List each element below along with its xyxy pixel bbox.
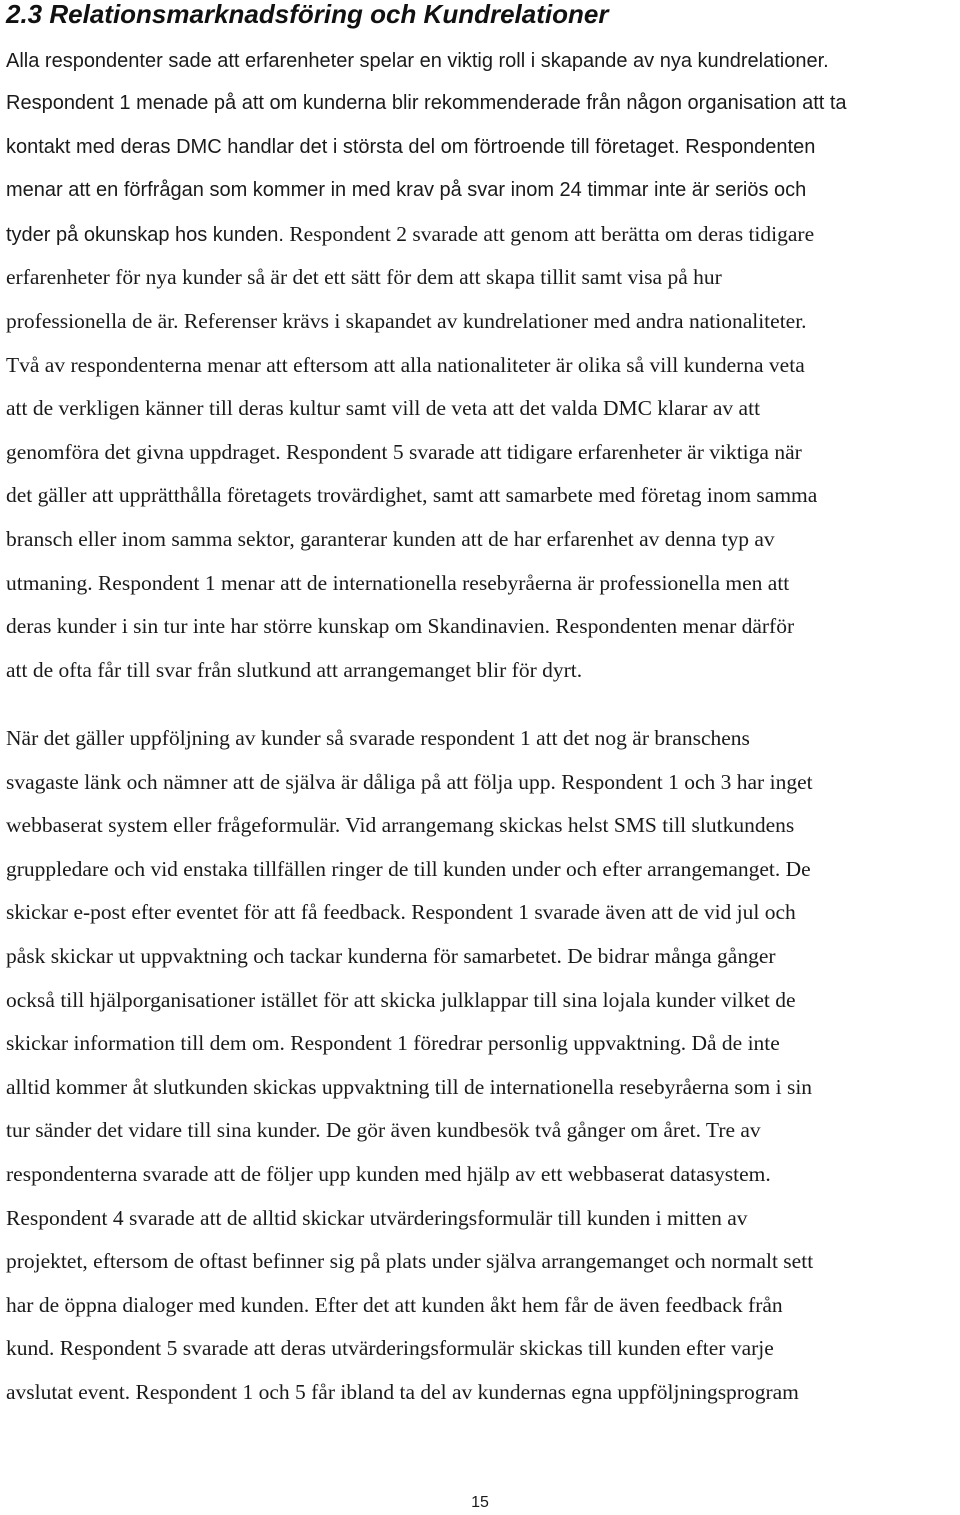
text-line: utmaning. Respondent 1 menar att de internationella resebyråerna är professionella men att bbox=[6, 570, 790, 595]
text-line: webbaserat system eller frågeformulär. Vid arrangemang skickas helst SMS till slutkundens bbox=[6, 813, 795, 838]
text-line: det gäller att upprätthålla företagets trovärdighet, samt att samarbete med företag inom samma bbox=[6, 483, 818, 508]
text-line: alltid kommer åt slutkunden skickas uppvaktning till de internationella resebyråerna som i sin bbox=[6, 1074, 813, 1099]
text-line: projektet, eftersom de oftast befinner sig på plats under själva arrangemanget och normalt sett bbox=[6, 1249, 814, 1274]
text-line: gruppledare och vid enstaka tillfällen ringer de till kunden under och efter arrangemanget. De bbox=[6, 856, 811, 881]
section-heading: 2.3 Relationsmarknadsföring och Kundrelationer bbox=[6, 0, 609, 29]
text-line: Respondent 4 svarade att de alltid skickar utvärderingsformulär till kunden i mitten av bbox=[6, 1205, 748, 1230]
text-line: menar att en förfrågan som kommer in med krav på svar inom 24 timmar inte är seriös och bbox=[6, 179, 807, 202]
intro-sentence: Alla respondenter sade att erfarenheter spelar en viktig roll i skapande av nya kundrelationer. bbox=[6, 50, 829, 72]
text-line: tur sänder det vidare till sina kunder. De gör även kundbesök två gånger om året. Tre av bbox=[6, 1118, 761, 1143]
text-line: erfarenheter för nya kunder så är det ett sätt för dem att skapa tillit samt visa på hur bbox=[6, 265, 722, 290]
paragraph-customer-follow-up bbox=[6, 717, 813, 1415]
text-line: professionella de är. Referenser krävs i skapandet av kundrelationer med andra nationaliteter. bbox=[6, 308, 807, 333]
text-line: har de öppna dialoger med kunden. Efter det att kunden åkt hem får de även feedback från bbox=[6, 1292, 783, 1317]
text-line: avslutat event. Respondent 1 och 5 får ibland ta del av kundernas egna uppföljningsprogram bbox=[6, 1379, 799, 1404]
text-segment: tyder på okunskap hos kunden. bbox=[6, 223, 284, 246]
text-line bbox=[6, 213, 847, 257]
text-line: att de verkligen känner till deras kultur samt vill de veta att det valda DMC klarar av att bbox=[6, 396, 761, 421]
text-line: Respondent 1 menade på att om kunderna blir rekommenderade från någon organisation att ta bbox=[6, 92, 847, 114]
text-segment: Respondent 2 svarade att genom att berätta om deras tidigare bbox=[283, 221, 815, 246]
text-line: respondenterna svarade att de följer upp kunden med hjälp av ett webbaserat datasystem. bbox=[6, 1161, 771, 1186]
text-line: skickar information till dem om. Respondent 1 föredrar personlig uppvaktning. Då de inte bbox=[6, 1031, 780, 1056]
page-number: 15 bbox=[471, 1494, 489, 1511]
text-line: bransch eller inom samma sektor, garanterar kunden att de har erfarenhet av denna typ av bbox=[6, 526, 775, 551]
text-line: kund. Respondent 5 svarade att deras utvärderingsformulär skickas till kunden efter varje bbox=[6, 1336, 774, 1361]
text-line: genomföra det givna uppdraget. Respondent 5 svarade att tidigare erfarenheter är viktiga när bbox=[6, 439, 802, 464]
paragraph-relationship-marketing bbox=[6, 82, 847, 692]
text-line: också till hjälporganisationer istället för att skicka julklappar till sina lojala kunder vilket de bbox=[6, 987, 796, 1012]
text-line: påsk skickar ut uppvaktning och tackar kunderna för samarbetet. De bidrar många gånger bbox=[6, 943, 776, 968]
text-line: kontakt med deras DMC handlar det i största del om förtroende till företaget. Respondenten bbox=[6, 135, 816, 158]
text-line: att de ofta får till svar från slutkund att arrangemanget blir för dyrt. bbox=[6, 657, 583, 682]
text-line: deras kunder i sin tur inte har större kunskap om Skandinavien. Respondenten menar därför bbox=[6, 614, 795, 639]
text-line: När det gäller uppföljning av kunder så svarade respondent 1 att det nog är branschens bbox=[6, 726, 750, 750]
text-line: skickar e-post efter eventet för att få feedback. Respondent 1 svarade även att de vid jul och bbox=[6, 900, 796, 925]
text-line: svagaste länk och nämner att de själva är dåliga på att följa upp. Respondent 1 och 3 har inget bbox=[6, 769, 813, 794]
text-line: Två av respondenterna menar att eftersom att alla nationaliteter är olika så vill kunderna veta bbox=[6, 352, 805, 377]
